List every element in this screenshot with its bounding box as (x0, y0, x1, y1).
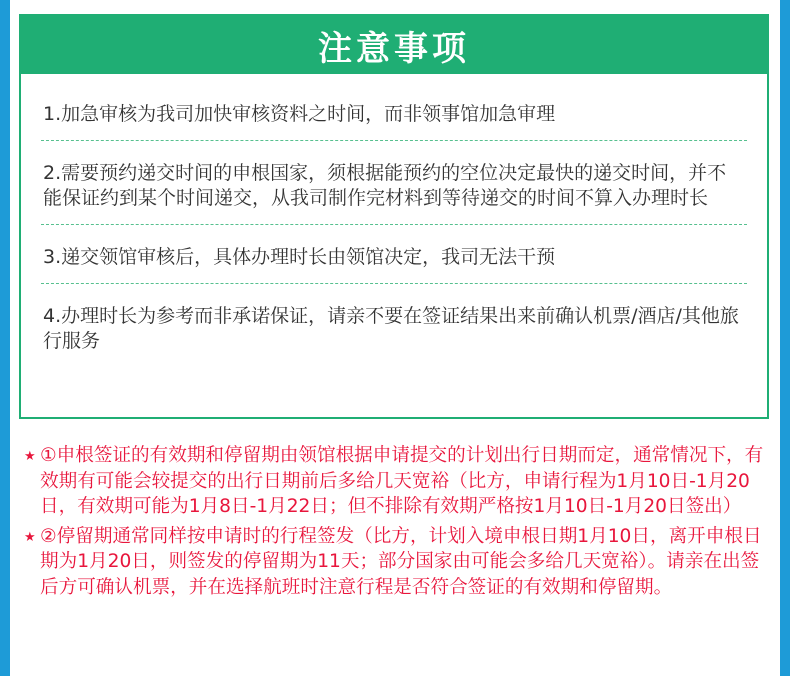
notice-list (41, 96, 747, 360)
notice-box (19, 14, 769, 419)
notice-item-2: 2.需要预约递交时间的申根国家，须根据能预约的空位决定最快的递交时间，并不能保证约到某个时间递交，从我司制作完材料到等待递交的时间不算入办理时长 (43, 162, 727, 209)
notice-item-1: 1.加急审核为我司加快审核资料之时间，而非领事馆加急审理 (43, 103, 556, 125)
notice-title: 注意事项 (318, 28, 470, 69)
remark-text-1: ①申根签证的有效期和停留期由领馆根据申请提交的计划出行日期而定，通常情况下，有效期有可能会较提交的出行日期前后多给几天宽裕（比方，申请行程为1月10日-1月20日，有效期可能为1月8日-1月22日；但不排除有效期严格按1月10日-1月20日签出） (40, 445, 764, 517)
remark-2 (24, 524, 764, 601)
star-icon: ★ (24, 529, 36, 545)
remark-text-2: ②停留期通常同样按申请时的行程签发（比方，计划入境申根日期1月10日，离开申根日期为1月20日，则签发的停留期为11天；部分国家由可能会多给几天宽裕）。请亲在出签后方可确认机票，并在选择航班时注意行程是否符合签证的有效期和停留期。 (40, 525, 762, 598)
star-icon: ★ (24, 449, 36, 464)
remarks (24, 443, 764, 604)
notice-header (21, 16, 767, 74)
dashed-divider (41, 224, 747, 225)
remark-1 (24, 443, 764, 520)
notice-item-4: 4.办理时长为参考而非承诺保证，请亲不要在签证结果出来前确认机票/酒店/其他旅行服务 (43, 305, 739, 352)
notice-item-3: 3.递交领馆审核后，具体办理时长由领馆决定，我司无法干预 (43, 246, 556, 268)
dashed-divider (41, 283, 747, 284)
dashed-divider (41, 140, 747, 141)
content-sheet (10, 0, 780, 676)
